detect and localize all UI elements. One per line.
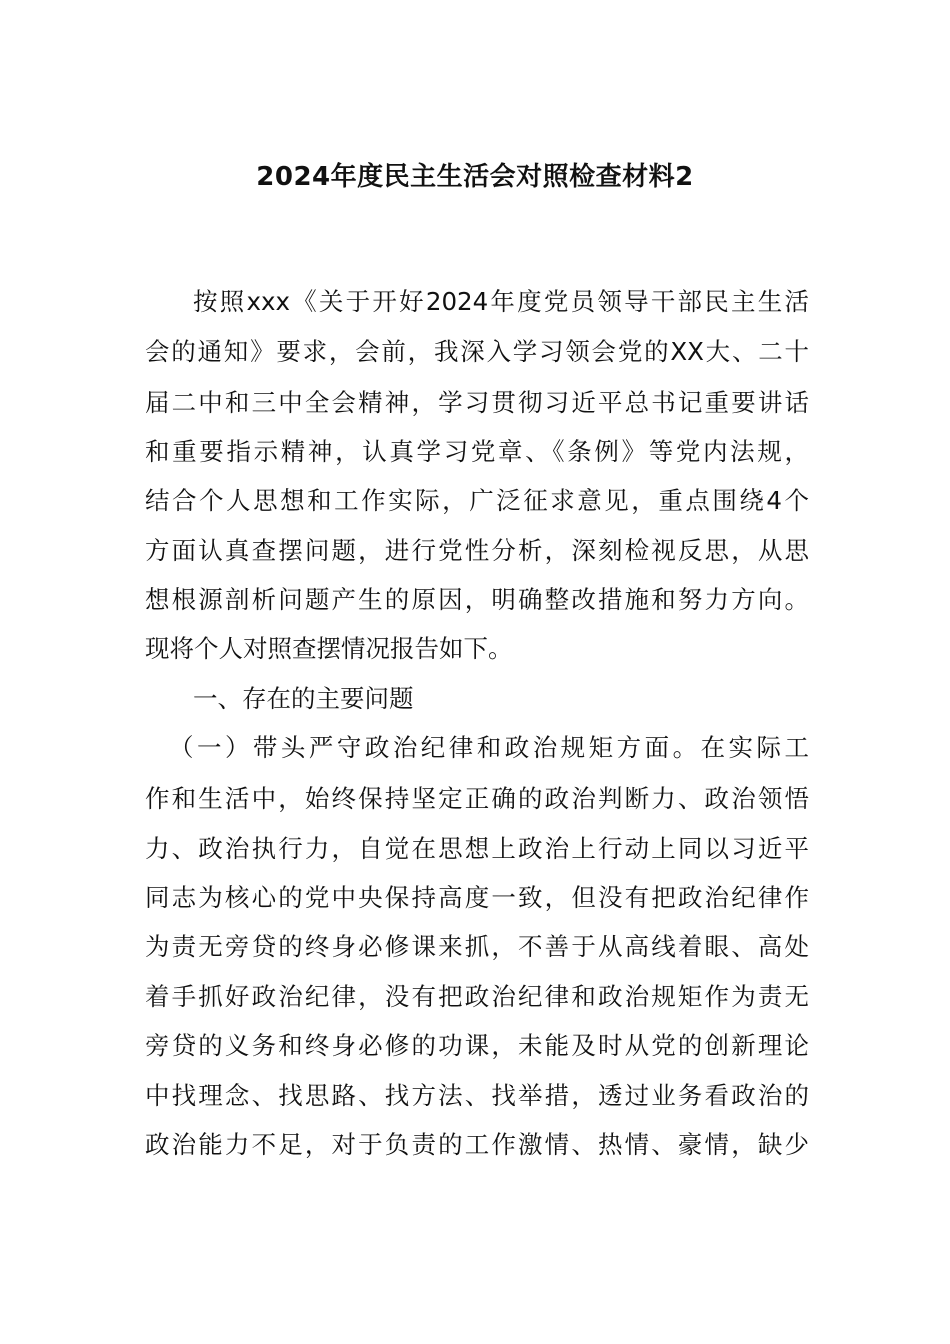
paragraph-line: 方面认真查摆问题，进行党性分析，深刻检视反思，从思 — [145, 536, 809, 565]
paragraph-line: 现将个人对照查摆情况报告如下。 — [145, 634, 513, 663]
paragraph-line: 力、政治执行力，自觉在思想上政治上行动上同以习近平 — [145, 834, 809, 863]
paragraph-line: 按照xxx《关于开好2024年度党员领导干部民主生活 — [193, 287, 809, 316]
paragraph-line: （一）带头严守政治纪律和政治规矩方面。在实际工 — [169, 733, 809, 762]
paragraph-line: 中找理念、找思路、找方法、找举措，透过业务看政治的 — [145, 1081, 809, 1110]
paragraph-line: 届二中和三中全会精神，学习贯彻习近平总书记重要讲话 — [145, 388, 809, 417]
paragraph-line: 政治能力不足，对于负责的工作激情、热情、豪情，缺少 — [145, 1130, 809, 1159]
paragraph-line: 想根源剖析问题产生的原因，明确整改措施和努力方向。 — [145, 585, 809, 614]
paragraph-line: 会的通知》要求，会前，我深入学习领会党的XX大、二十 — [145, 337, 809, 366]
paragraph-line: 结合个人思想和工作实际，广泛征求意见，重点围绕4个 — [145, 486, 809, 515]
paragraph-line: 旁贷的义务和终身必修的功课，未能及时从党的创新理论 — [145, 1031, 809, 1060]
document-title: 2024年度民主生活会对照检查材料2 — [256, 162, 694, 192]
paragraph-line: 作和生活中，始终保持坚定正确的政治判断力、政治领悟 — [145, 784, 809, 813]
paragraph-line: 同志为核心的党中央保持高度一致，但没有把政治纪律作 — [145, 883, 809, 912]
paragraph-line: 为责无旁贷的终身必修课来抓，不善于从高线着眼、高处 — [145, 932, 809, 961]
paragraph-line: 着手抓好政治纪律，没有把政治纪律和政治规矩作为责无 — [145, 982, 809, 1011]
section-heading: 一、存在的主要问题 — [193, 684, 414, 713]
paragraph-line: 和重要指示精神，认真学习党章、《条例》等党内法规， — [145, 437, 809, 466]
